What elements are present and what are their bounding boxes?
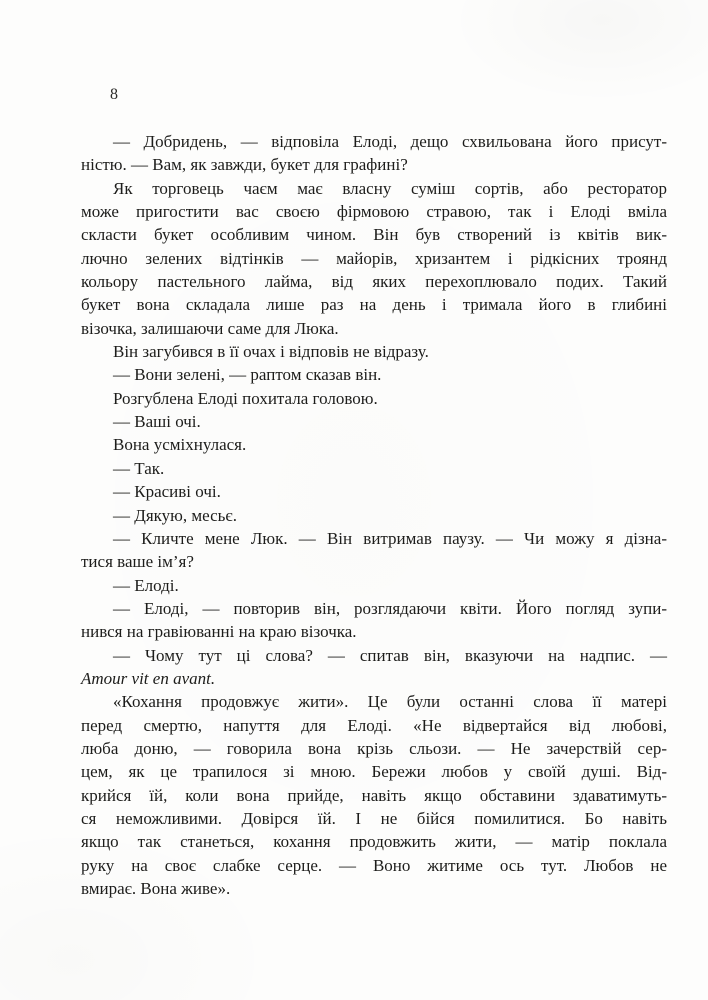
text-line: Вона усміхнулася. [113,435,247,455]
text-line: — Елоді, — повторив він, розглядаючи квіти. Його погляд зупи- [113,598,667,618]
text-line: Як торговець чаєм має власну суміш сортів, або ресторатор [113,178,667,198]
text-line: ся неможливими. Довірся їй. І не бійся помилитися. Бо навіть [81,808,667,828]
text-line: перед смертю, напуття для Елоді. «Не відвертайся від любові, [81,715,667,735]
text-line: — Кличте мене Люк. — Він витримав паузу. — Чи можу я дізна- [113,528,667,548]
text-line: нився на гравіюванні на краю візочка. [81,622,357,642]
text-line: Він загубився в її очах і відповів не відразу. [113,342,429,362]
page-number: 8 [110,86,119,103]
text-line: скласти букет особливим чином. Він був створений із квітів вик- [81,225,667,245]
text-line: — Дякую, месьє. [113,505,237,525]
text-line: ністю. — Вам, як завжди, букет для графині? [81,155,408,175]
text-line: кольору пастельного лайма, від яких перехоплювало подих. Такий [81,272,667,292]
text-line: — Добридень, — відповіла Елоді, дещо схвильована його присут- [113,132,667,151]
text-line: — Вони зелені, — раптом сказав він. [113,365,382,385]
text-line: — Красиві очі. [113,482,221,502]
text-line: руку на своє слабке серце. — Воно житиме ось тут. Любов не [81,855,667,875]
text-line: якщо так станеться, кохання продовжить жити, — матір поклала [81,832,667,852]
body-text-block [81,130,667,900]
text-line: крийся їй, коли вона прийде, навіть якщо обставини здаватимуть- [81,785,667,805]
text-line: лючно зелених відтінків — майорів, хризантем і рідкісних троянд [81,248,667,268]
text-line: тися ваше ім’я? [81,552,194,572]
text-line: Розгублена Елоді похитала головою. [113,388,378,408]
text-line: може пригостити вас своєю фірмовою стравою, так і Елоді вміла [81,202,667,222]
text-line: — Елоді. [113,575,179,595]
text-line: «Кохання продовжує жити». Це були останні слова її матері [113,692,667,712]
text-line: люба доню, — говорила вона крізь сльози. — Не зачерствій сер- [81,738,667,758]
text-line: — Ваші очі. [113,412,201,432]
text-line: цем, як це трапилося зі мною. Бережи любов у своїй душі. Від- [81,762,667,782]
text-line: Amour vit en avant. [81,668,216,688]
text-line: візочка, залишаючи саме для Люка. [81,318,339,338]
text-line: вмирає. Вона живе». [81,879,231,898]
text-line: — Чому тут ці слова? — спитав він, вказуючи на надпис. — [113,645,667,665]
text-line: — Так. [113,458,165,478]
text-line: букет вона складала лише раз на день і тримала його в глибині [81,295,667,315]
